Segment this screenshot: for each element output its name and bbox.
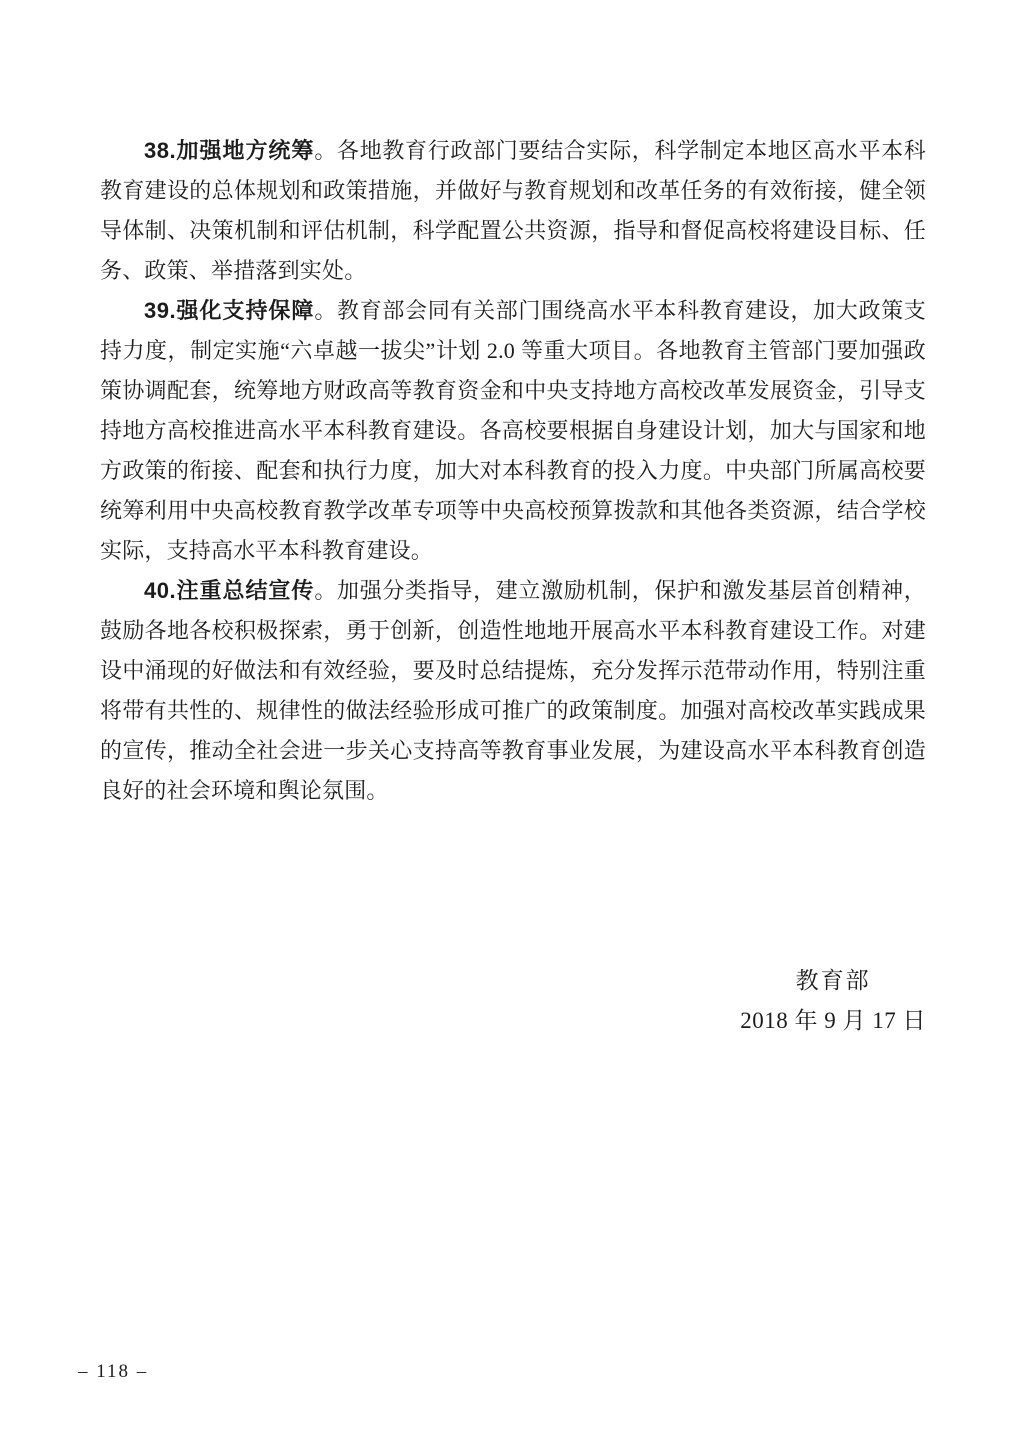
signature-issuer: 教育部: [795, 968, 871, 993]
paragraph-39: [100, 291, 926, 571]
paragraph-40: [100, 571, 926, 811]
page-number: – 118 –: [78, 1361, 149, 1382]
signature-date: 2018 年 9 月 17 日: [740, 1008, 926, 1033]
paragraph-40-body: 加强分类指导，建立激励机制，保护和激发基层首创精神，鼓励各地各校积极探索，勇于创新，创造性地地开展高水平本科教育建设工作。对建设中涌现的好做法和有效经验，要及时总结提炼，充分发挥示范带动作用，特别注重将带有共性的、规律性的做法经验形成可推广的政策制度。加强对高校改革实践成果的宣传，推动全社会进一步关心支持高等教育事业发展，为建设高水平本科教育创造良好的社会环境和舆论氛围。: [100, 578, 926, 803]
signature-inner: [740, 961, 926, 1041]
paragraph-38: [100, 131, 926, 291]
paragraph-40-heading: 40.注重总结宣传: [144, 578, 315, 603]
document-body: [100, 131, 926, 1041]
paragraph-39-heading: 39.强化支持保障: [144, 298, 315, 323]
signature-block: [100, 961, 926, 1041]
paragraph-40-separator: 。: [314, 578, 338, 603]
paragraph-38-body: 各地教育行政部门要结合实际，科学制定本地区高水平本科教育建设的总体规划和政策措施，并做好与教育规划和改革任务的有效衔接，健全领导体制、决策机制和评估机制，科学配置公共资源，指导和督促高校将建设目标、任务、政策、举措落到实处。: [100, 138, 926, 283]
paragraph-39-body: 教育部会同有关部门围绕高水平本科教育建设，加大政策支持力度，制定实施“六卓越一拔尖”计划 2.0 等重大项目。各地教育主管部门要加强政策协调配套，统筹地方财政高等教育资金和中央支持地方高校改革发展资金，引导支持地方高校推进高水平本科教育建设。各高校要根据自身建设计划，加大与国家和地方政策的衔接、配套和执行力度，加大对本科教育的投入力度。中央部门所属高校要统筹利用中央高校教育教学改革专项等中央高校预算拨款和其他各类资源，结合学校实际，支持高水平本科教育建设。: [100, 298, 926, 563]
paragraph-39-separator: 。: [314, 298, 338, 323]
paragraph-38-separator: 。: [314, 138, 338, 163]
paragraph-38-heading: 38.加强地方统筹: [144, 138, 315, 163]
